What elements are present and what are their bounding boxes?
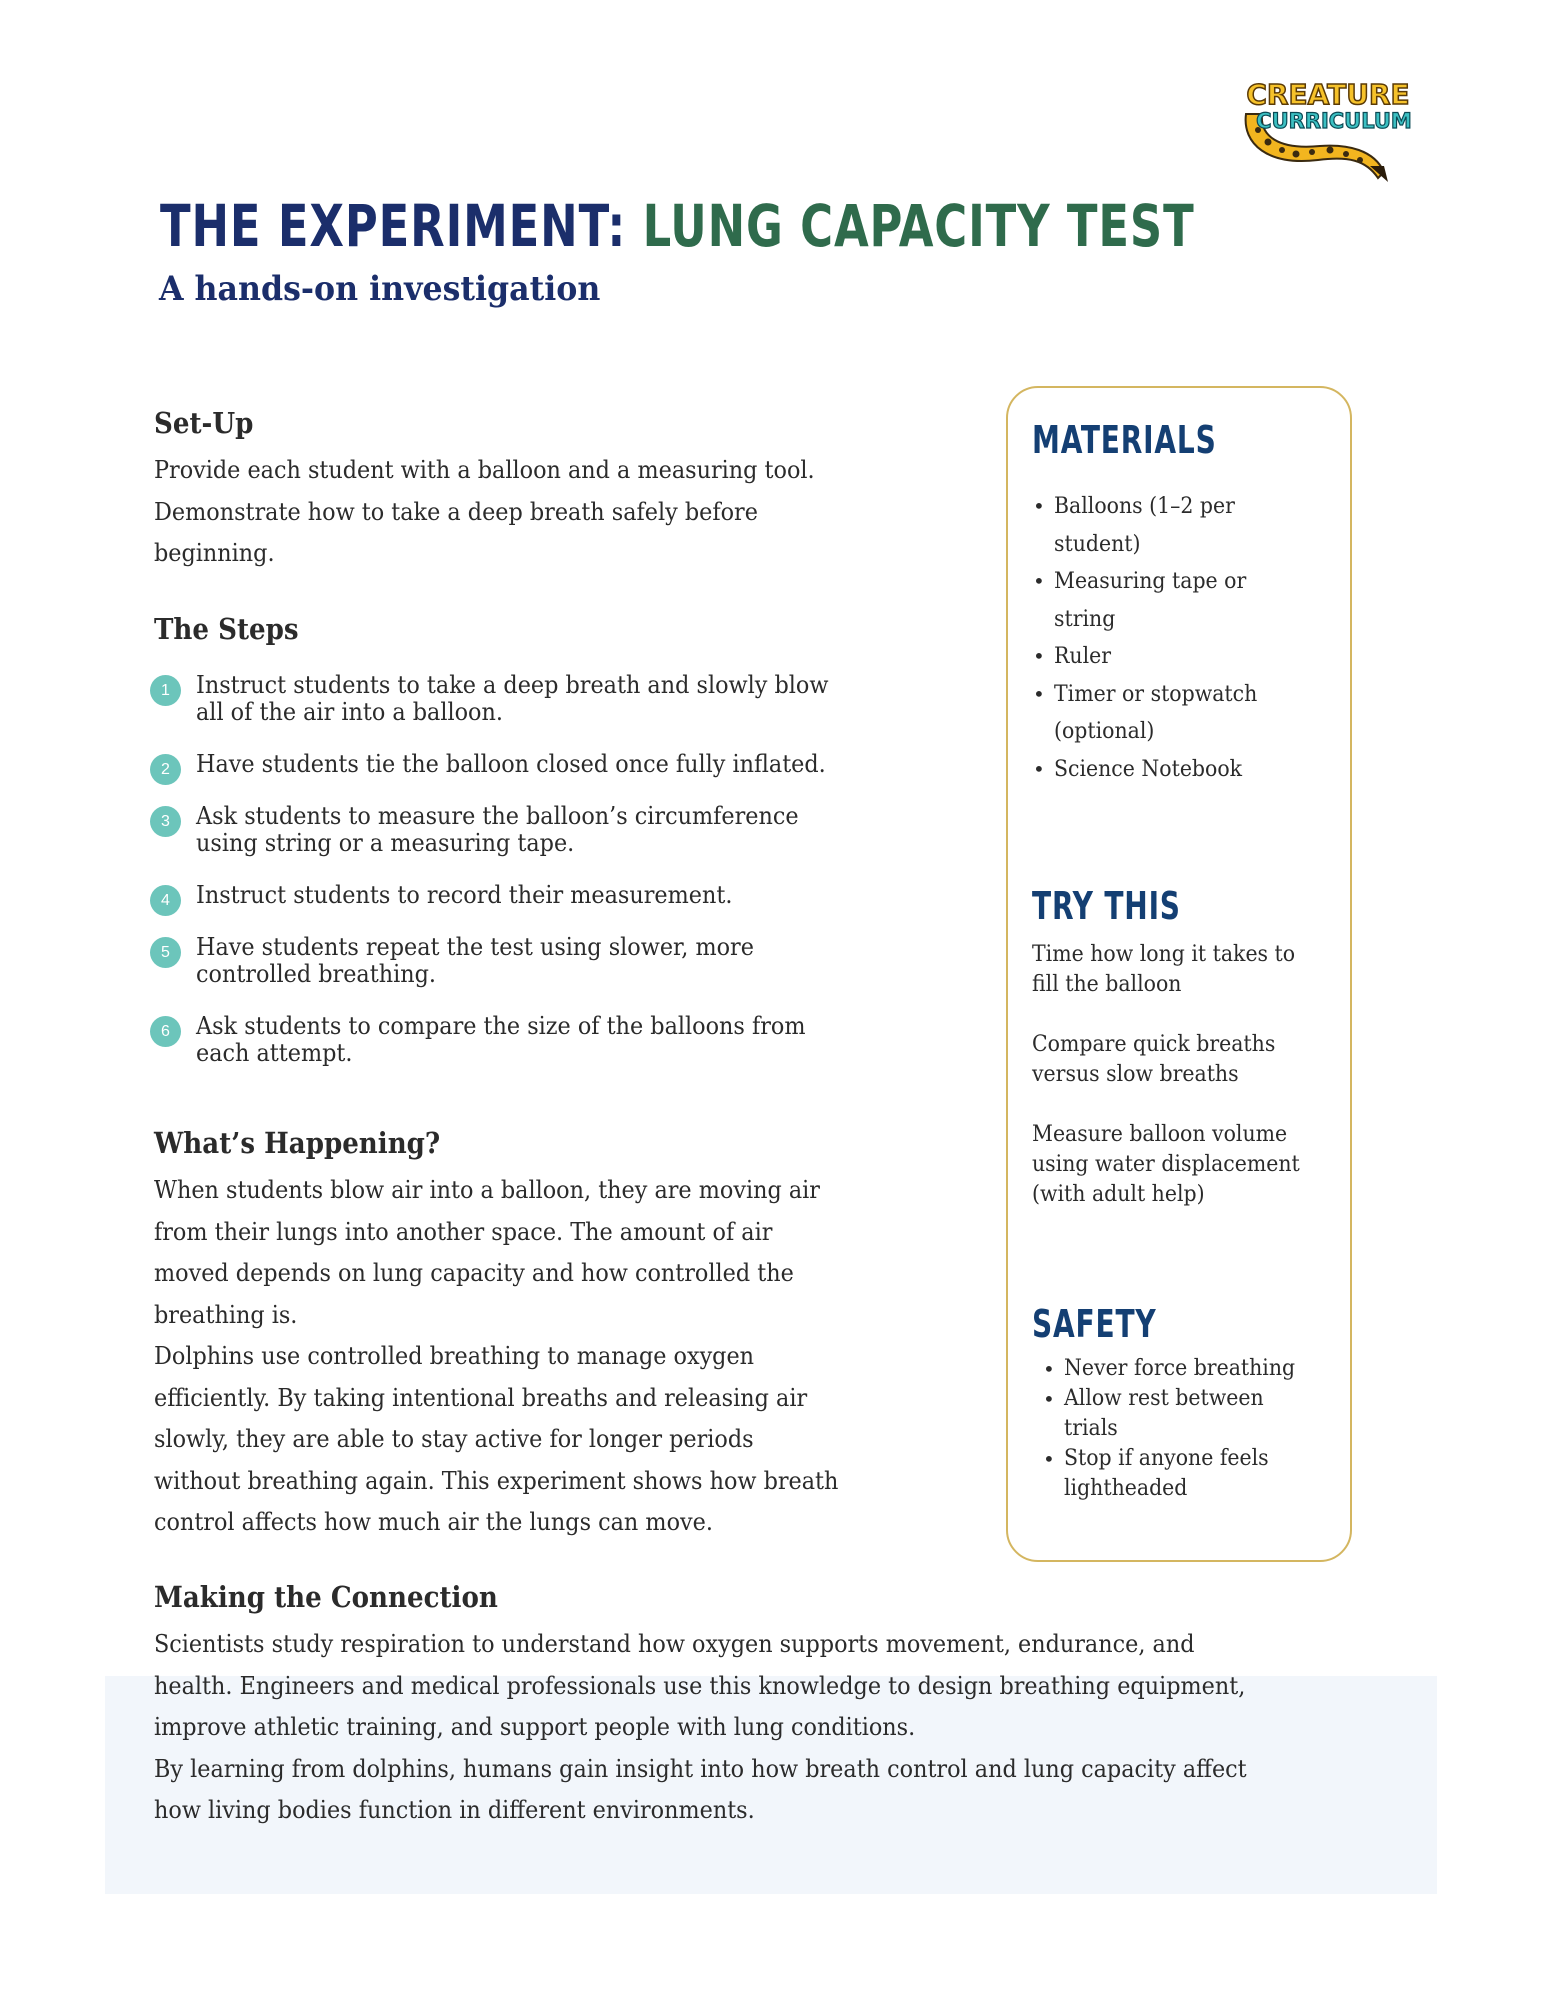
step-number-badge: 6 <box>150 1016 181 1047</box>
step-text: Have students tie the balloon closed once fully inflated. <box>196 750 826 778</box>
title-topic: LUNG CAPACITY TEST <box>642 192 1195 260</box>
connection-body <box>154 1624 1247 1832</box>
connection-line: health. Engineers and medical professionals use this knowledge to design breathing equipment, <box>154 1671 1246 1700</box>
materials-item: • Timer or stopwatch <box>1032 676 1273 714</box>
materials-item-cont: student) <box>1054 531 1141 557</box>
setup-line: Demonstrate how to take a deep breath safely before <box>154 497 758 526</box>
setup-line: Provide each student with a balloon and a measuring tool. <box>154 456 815 484</box>
happening-line: control affects how much air the lungs can move. <box>154 1508 713 1536</box>
step-text: all of the air into a balloon. <box>196 698 503 726</box>
try-this-item: Compare quick breaths versus slow breaths <box>1032 1032 1276 1087</box>
happening-line: breathing is. <box>154 1300 298 1329</box>
sidebar-box <box>1006 386 1352 1562</box>
step-text: each attempt. <box>196 1039 353 1067</box>
step-text: controlled breathing. <box>196 960 436 988</box>
connection-heading: Making the Connection <box>154 1580 498 1614</box>
materials-item-cont: (optional) <box>1054 719 1155 744</box>
bullet-icon: • <box>1033 569 1045 593</box>
step-text: Instruct students to record their measurement. <box>196 881 733 909</box>
step-item <box>150 803 844 857</box>
happening-line: slowly, they are able to stay active for longer periods <box>154 1425 754 1453</box>
step-item <box>150 882 773 909</box>
step-text: Ask students to measure the balloon’s circumference <box>196 802 799 830</box>
creature-curriculum-logo <box>1238 74 1418 184</box>
step-number-badge: 1 <box>150 675 181 706</box>
safety-item-cont: trials <box>1064 1416 1118 1441</box>
step-text: using string or a measuring tape. <box>196 829 575 857</box>
materials-heading: MATERIALS <box>1032 418 1217 462</box>
bullet-icon: • <box>1033 644 1045 668</box>
logo-line2: CURRICULUM <box>1256 109 1412 133</box>
happening-line: from their lungs into another space. The amount of air <box>154 1217 773 1246</box>
step-text: Instruct students to take a deep breath and slowly blow <box>196 671 829 699</box>
try-this-item: Time how long it takes to fill the balloon <box>1032 942 1296 997</box>
try-this-item: Measure balloon volume using water displacement (with adult help) <box>1032 1122 1300 1207</box>
happening-line: Dolphins use controlled breathing to manage oxygen <box>154 1342 755 1370</box>
page-title <box>160 190 1195 262</box>
bullet-icon: • <box>1043 1387 1055 1411</box>
step-number-badge: 3 <box>150 806 181 837</box>
title-prefix: THE EXPERIMENT: <box>160 192 627 260</box>
step-text: Ask students to compare the size of the balloons from <box>196 1012 806 1040</box>
safety-item: • Allow rest between <box>1042 1384 1313 1414</box>
happening-heading: What’s Happening? <box>154 1126 441 1160</box>
steps-heading: The Steps <box>154 612 299 646</box>
materials-item: • Measuring tape or <box>1032 563 1273 601</box>
connection-line: improve athletic training, and support people with lung conditions. <box>154 1713 916 1741</box>
step-number-badge: 4 <box>150 885 181 916</box>
bullet-icon: • <box>1033 494 1045 518</box>
materials-item: • Science Notebook <box>1032 751 1273 789</box>
setup-body <box>154 450 815 575</box>
connection-line: By learning from dolphins, humans gain insight into how breath control and lung capacity affect <box>154 1754 1247 1783</box>
bullet-icon: • <box>1043 1357 1055 1381</box>
safety-item: • Never force breathing <box>1042 1354 1313 1384</box>
try-this-heading: TRY THIS <box>1032 884 1181 928</box>
setup-heading: Set-Up <box>154 406 254 440</box>
step-item <box>150 672 876 726</box>
setup-line: beginning. <box>154 539 275 567</box>
happening-body <box>154 1170 838 1544</box>
step-item <box>150 751 873 778</box>
happening-line: without breathing again. This experiment shows how breath <box>154 1466 839 1495</box>
step-text: Have students repeat the test using slower, more <box>196 933 754 961</box>
safety-item: • Stop if anyone feels <box>1042 1444 1313 1474</box>
materials-item: • Ruler <box>1032 638 1273 676</box>
happening-line: moved depends on lung capacity and how controlled the <box>154 1259 794 1287</box>
step-number-badge: 2 <box>150 754 181 785</box>
materials-list <box>1032 488 1273 788</box>
logo-line1: CREATURE <box>1246 78 1410 111</box>
step-item <box>150 1013 851 1067</box>
safety-list <box>1042 1354 1313 1504</box>
page-subtitle: A hands-on investigation <box>159 269 601 309</box>
bullet-icon: • <box>1043 1447 1055 1471</box>
materials-item-cont: string <box>1054 606 1116 632</box>
connection-line: how living bodies function in different environments. <box>154 1796 755 1824</box>
bullet-icon: • <box>1033 756 1045 781</box>
happening-line: efficiently. By taking intentional breaths and releasing air <box>154 1383 808 1412</box>
step-item <box>150 934 796 988</box>
leopard-tail-logo-icon <box>1238 74 1418 184</box>
materials-item: • Balloons (1–2 per <box>1032 488 1273 526</box>
safety-heading: SAFETY <box>1032 1302 1157 1346</box>
connection-line: Scientists study respiration to understand how oxygen supports movement, endurance, and <box>154 1630 1195 1658</box>
safety-item-cont: lightheaded <box>1064 1476 1188 1501</box>
step-number-badge: 5 <box>150 937 181 968</box>
happening-line: When students blow air into a balloon, they are moving air <box>154 1176 820 1204</box>
bullet-icon: • <box>1033 681 1045 706</box>
